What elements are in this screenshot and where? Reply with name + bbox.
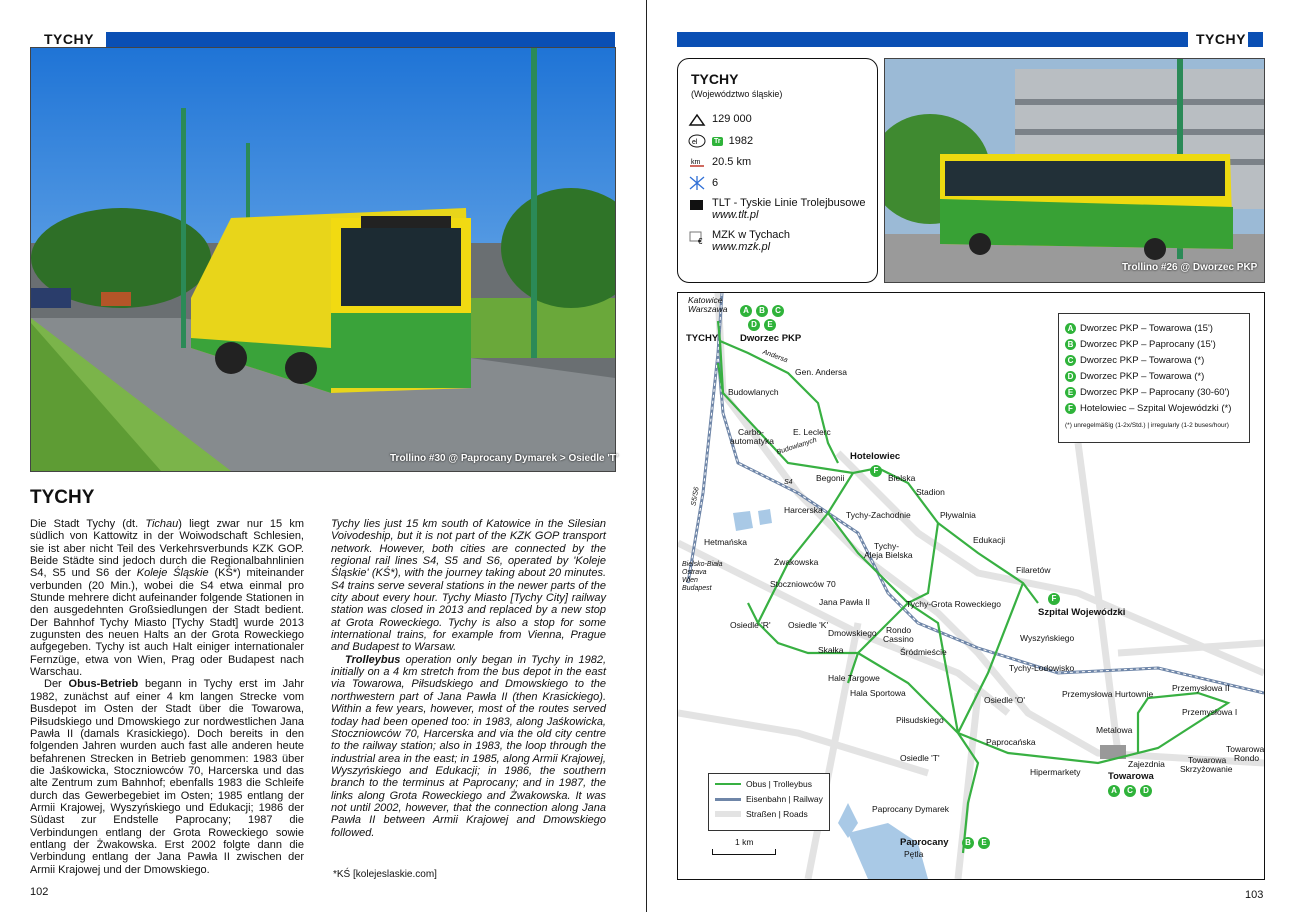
page-gutter [646,0,647,912]
lines-icon [688,175,706,191]
info-authority-url[interactable]: www.mzk.pl [712,241,771,253]
opened-icon [688,133,706,149]
info-length-row [688,154,751,170]
stop-badge-hotelowiec-f: F [870,465,882,477]
label-tychy-lodowisko: Tychy-Lodowisko [1009,663,1075,673]
stop-badge-dworzec-c: C [772,305,784,317]
label-towarowa: Towarowa [1108,771,1154,782]
info-authority: MZK w Tychach [712,229,791,241]
label-skalka: Skałka [818,645,844,655]
label-edukacji: Edukacji [973,535,1006,545]
label-paprocany-dymarek: Paprocany Dymarek [872,804,950,814]
english-paragraph-2: Trolleybus operation only began in Tychy in 1982, initially on a 4 km stretch from the bus depot in the east via Towarowa, Piłsudskiego and Dmowskiego to the northwestern part of Jana Pawła II (then Krasickiego). Within a few years, however, most of the routes served today had been opened too: in 1983, along Jaśkowicka, Stoczniowców 70, Harcerska and via the old city centre to the railway station; also in 1983, the loop through the industrial area in the east; in 1985, along Armii Krajowej, Wyszyńskiego and Edukacji; in 1986, the southern branch to the terminus at Paprocany; and in 1987, the links along Grota Roweckiego and Żwakowska. It was not until 2002, however, that the connection along Jana Pawła II between Armii Krajowej and Dmowskiego followed. [331,653,606,839]
info-city-name: TYCHY [691,71,739,87]
label-hale-targowe: Hale Targowe [828,673,880,683]
label-pilsudskiego: Piłsudskiego [896,715,944,725]
info-lines: 6 [712,177,719,189]
label-wyszynskiego: Wyszyńskiego [1020,633,1075,643]
info-opened-year: 1982 [728,135,754,147]
right-header-bar [677,32,1263,47]
label-s4: S4 [784,479,793,486]
operator-bus-icon [688,197,706,213]
right-page-number: 103 [1245,889,1264,901]
label-petla: Pętla [904,849,924,859]
label-bielska: Bielska [888,473,916,483]
info-authority-row [688,229,790,253]
label-andersa-street: Andersa [761,348,789,365]
key-rail: Eisenbahn | Railway [746,794,823,804]
label-katowice: Katowice [688,295,723,305]
ticket-icon [688,229,706,245]
info-operator: TLT - Tyskie Linie Trolejbusowe [712,197,866,209]
label-carbo: Carbo- [738,427,764,437]
label-towarowa-skrz-a: Towarowa [1188,755,1227,765]
right-header-title: TYCHY [1196,31,1246,47]
left-header-bar [30,32,615,47]
info-opened-row [688,133,753,149]
label-osiedle-k: Osiedle 'K' [788,620,829,630]
map-route-legend [1058,313,1250,443]
right-bus-photo [884,58,1265,283]
label-bielsko-biala: Bielsko-Biała [682,561,723,568]
label-tychy-grota: Tychy-Grota Roweckiego [906,599,1001,609]
label-przemyslowa-i: Przemysłowa I [1182,707,1238,717]
label-zajezdnia: Zajezdnia [1128,759,1165,769]
stop-badge-paprocany-b: B [962,837,974,849]
tr-badge: Tr [714,137,721,145]
legend-row-f: F Hotelowiec – Szpital Wojewódzki (*) [1065,400,1249,416]
legend-row-e: E Dworzec PKP – Paprocany (30-60') [1065,384,1249,400]
label-hala-sportowa: Hala Sportowa [850,688,906,698]
stop-badge-paprocany-e: E [978,837,990,849]
label-szpital-wojewodzki: Szpital Wojewódzki [1038,607,1126,618]
length-icon [688,154,706,170]
label-towarowa-rondo-b: Rondo [1234,753,1260,763]
trolleybus-network-map [677,292,1265,880]
german-paragraph-2: Der Obus-Betrieb begann in Tychy erst im Jahr 1982, zunächst auf einer 4 km langen Strecke vom Busdepot im Osten der Stadt über die Towarowa, Piłsudskiego und Dmowskiego zur nordwestlichen Jana Pawła II (damals Krasickiego). Doch bereits in den folgenden Jahren wurden auch fast alle anderen heute befahrenen Strecken in Betrieb genommen: 1983 über die Jaśkowicka, Stoczniowców 70, Harcerska und das alte Zentrum zum Bahnhof; ebenfalls 1983 die Schleife durch das Gewerbegebiet im Osten; 1985 entlang der Armii Krajowej, Wyszyńskiego und Edukacji; 1986 der Südast zur Endstelle Paprocany; 1987 die Verbindungen entlang der Grota Roweckiego sowie entlang der Żwakowska. Erst 2002 folgte dann die Verbindung entlang der Jana Pawła II zwischen der Armii Krajowej und der Dmowskiego. [30,678,305,876]
legend-row-a: A Dworzec PKP – Towarowa (15') [1065,320,1249,336]
map-key [708,773,830,831]
label-harcerska: Harcerska [784,505,823,515]
legend-row-c: C Dworzec PKP – Towarowa (*) [1065,352,1249,368]
info-region: (Województwo śląskie) [691,89,783,99]
svg-text:€: € [698,237,703,245]
label-zwakowska: Żwakowska [774,557,819,567]
stop-badge-towarowa-d: D [1140,785,1152,797]
population-icon [688,111,706,127]
label-filaretow: Filaretów [1016,565,1051,575]
key-roads: Straßen | Roads [746,809,808,819]
label-hotelowiec: Hotelowiec [850,451,901,462]
info-length: 20.5 km [712,156,752,168]
label-aleja-bielska: Aleja Bielska [864,550,913,560]
label-stoczniowcow: Stoczniowców 70 [770,579,836,589]
info-population: 129 000 [712,113,752,125]
stop-badge-dworzec-d: D [748,319,760,331]
label-tychy-zachodnie: Tychy-Zachodnie [846,510,911,520]
label-plywalnia: Pływalnia [940,510,976,520]
label-gen-andersa: Gen. Andersa [795,367,847,377]
label-dmowskiego: Dmowskiego [828,628,877,638]
legend-row-b: B Dworzec PKP – Paprocany (15') [1065,336,1249,352]
english-paragraph-1: Tychy lies just 15 km south of Katowice in the Silesian Voivodeship, but it is not part of the KZK GOP transport network. However, both cities are connected by the regional rail lines S4, S5 and S6, operated by 'Koleje Śląskie' (KŚ*), with the journey taking about 20 minutes. S4 trains serve several stations in the newer parts of the city about every hour. Tychy Miasto [Tychy City] railway station was closed in 2013 and replaced by a new stop at Grota Roweckiego. Tychy is also a stop for some international trains, for example from Vienna, Prague and Budapest to Warsaw. [331,518,606,654]
left-page-number: 102 [30,886,49,898]
svg-text:km: km [691,159,701,166]
label-s5s6: S5/S6 [690,486,701,507]
label-stadion: Stadion [916,487,945,497]
stop-badge-dworzec-b: B [756,305,768,317]
stop-badge-szpital-f: F [1048,593,1060,605]
left-page-title: TYCHY [30,487,95,508]
label-srodmiescie: Śródmieście [900,647,947,657]
label-begonii: Begonii [816,473,845,483]
label-tychy-aleja: Tychy- [874,541,900,551]
right-photo-caption: Trollino #26 @ Dworzec PKP [1122,262,1258,273]
label-hetmanska: Hetmańska [704,537,747,547]
label-przemyslowa-ii: Przemysłowa II [1172,683,1230,693]
label-przemyslowa-hurtownie: Przemysłowa Hurtownie [1062,689,1154,699]
legend-note: (*) unregelmäßig (1-2x/Std.) | irregularly (1-2 buses/hour) [1065,422,1229,429]
footnote: *KŚ [kolejeslaskie.com] [333,869,437,880]
label-towarowa-skrz-b: Skrzyżowanie [1180,764,1233,774]
label-osiedle-o: Osiedle 'O' [984,695,1026,705]
label-budowlanych: Budowlanych [728,387,779,397]
left-photo-caption: Trollino #30 @ Paprocany Dymarek > Osiedle 'T' [390,453,619,464]
map-scale-bar [712,849,776,855]
stop-badge-towarowa-c: C [1124,785,1136,797]
label-paprocany: Paprocany [900,837,949,848]
city-info-box [677,58,878,283]
label-ostrava: Ostrava [682,569,707,576]
stop-badge-towarowa-a: A [1108,785,1120,797]
map-scale-label: 1 km [735,837,754,847]
label-osiedle-t: Osiedle 'T' [900,753,940,763]
label-osiedle-r: Osiedle 'R' [730,620,771,630]
stop-badge-dworzec-e: E [764,319,776,331]
info-operator-url[interactable]: www.tlt.pl [712,209,759,221]
label-cassino: Cassino [883,634,914,644]
label-metalowa: Metalowa [1096,725,1133,735]
german-text-column [30,518,304,876]
info-operator-row [688,197,865,221]
label-e-leclerc: E. Leclerc [793,427,831,437]
legend-row-d: D Dworzec PKP – Towarowa (*) [1065,368,1249,384]
label-dworzec-pkp: Dworzec PKP [740,333,802,344]
left-bus-photo [30,47,619,472]
label-budapest: Budapest [682,585,712,592]
info-lines-row [688,175,718,191]
label-towarowa-rondo-a: Towarowa [1226,744,1265,754]
german-paragraph-1: Die Stadt Tychy (dt. Tichau) liegt zwar nur 15 km südlich von Kattowitz in der Woiwodschaft Schlesien, sie ist aber nicht Teil des Verkehrsverbunds KZK GOP. Beide Städte sind jedoch durch die Regionalbahnlinien S4, S5 und S6 der Koleje Śląskie (KŚ*) miteinander verbunden (20 Min.), wobei die S4 etwa einmal pro Stunde mehrere dicht aufeinander folgende Stationen in den ausgedehnten Großsiedlungen der Stadt bedient. Der Bahnhof Tychy Miasto [Tychy Stadt] wurde 2013 zugunsten des neuen Halts an der Grota Roweckiego aufgegeben. Tychy ist auch Halt einiger internationaler Fernzüge, etwa von Wien, Prag oder Budapest nach Warschau. [30,518,305,679]
key-obus: Obus | Trolleybus [746,779,812,789]
stop-badge-dworzec-a: A [740,305,752,317]
label-wien: Wien [682,577,698,584]
svg-text:el: el [692,139,698,146]
info-population-row [688,111,752,127]
label-rondo: Rondo [886,625,912,635]
english-text-column [331,518,606,839]
label-automatyka: automatyka [730,436,774,446]
trolleybus-photo-image [885,59,1264,282]
bus-photo-image [31,48,615,471]
label-budowlanych-street: Budowlanych [775,436,818,457]
left-header-title: TYCHY [44,31,94,47]
label-paprocanska: Paprocańska [986,737,1036,747]
label-tychy: TYCHY [686,333,719,344]
label-hipermarkety: Hipermarkety [1030,767,1081,777]
label-warszawa: Warszawa [688,304,728,314]
label-jana-pawla: Jana Pawła II [819,597,871,607]
